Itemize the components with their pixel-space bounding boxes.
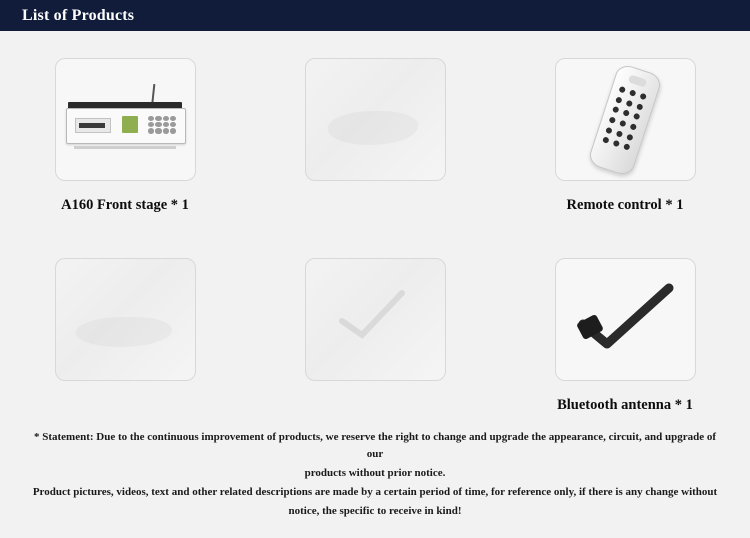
- product-cell: [500, 245, 750, 445]
- product-cell: [0, 45, 250, 245]
- remote-control-icon: [587, 62, 664, 177]
- header-accent-bar: [0, 0, 8, 31]
- statement-line-3: Product pictures, videos, text and other related descriptions are made by a certain period of time, for reference only, if there is any change without: [32, 485, 718, 498]
- remote-control-image: [555, 58, 696, 181]
- page-title: List of Products: [22, 6, 135, 24]
- bluetooth-antenna-icon: [573, 280, 677, 360]
- statement-line-4: notice, the specific to receive in kind!: [288, 504, 462, 517]
- statement-line-1: * Statement: Due to the continuous improvement of products, we reserve the right to change and upgrade the appearance, circuit, and upgrade of our: [33, 430, 717, 460]
- amplifier-icon: [66, 90, 184, 150]
- product-cell: [500, 45, 750, 245]
- product-caption: Bluetooth antenna * 1: [557, 397, 693, 413]
- blank-product-image: [305, 58, 446, 181]
- product-cell: [250, 45, 500, 245]
- product-grid: [0, 45, 750, 445]
- page-header: [0, 0, 750, 31]
- faded-shape: [328, 111, 418, 145]
- product-caption: A160 Front stage * 1: [61, 197, 189, 213]
- product-cell: [250, 245, 500, 445]
- product-caption: Remote control * 1: [566, 197, 684, 213]
- faded-shape: [76, 317, 172, 347]
- bluetooth-antenna-image: [555, 258, 696, 381]
- faded-antenna-shape: [336, 289, 408, 339]
- statement-line-2: products without prior notice.: [304, 466, 446, 479]
- blank-product-image: [305, 258, 446, 381]
- statement-footer: [0, 429, 750, 520]
- blank-product-image: [55, 258, 196, 381]
- amplifier-image: [55, 58, 196, 181]
- product-cell: [0, 245, 250, 445]
